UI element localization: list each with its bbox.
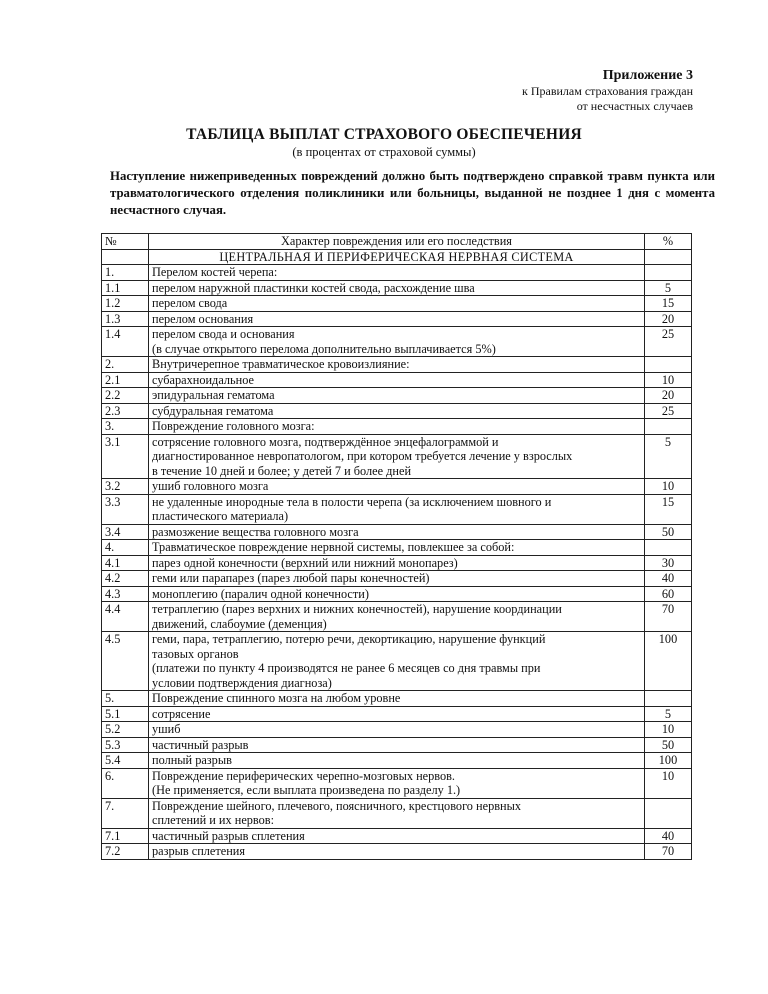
row-number: 3.3	[102, 494, 149, 524]
row-percent: 40	[645, 828, 692, 844]
header-description: Характер повреждения или его последствия	[149, 234, 645, 250]
row-number: 6.	[102, 768, 149, 798]
row-number: 2.	[102, 357, 149, 373]
row-percent: 15	[645, 296, 692, 312]
description-line: (в случае открытого перелома дополнительно выплачивается 5%)	[152, 341, 496, 356]
row-description	[149, 768, 645, 798]
table-row	[102, 524, 692, 540]
row-percent: 70	[645, 602, 692, 632]
document-title: ТАБЛИЦА ВЫПЛАТ СТРАХОВОГО ОБЕСПЕЧЕНИЯ	[186, 126, 582, 143]
description-line: тазовых органов	[152, 646, 239, 661]
row-percent: 25	[645, 327, 692, 357]
appendix-line-2: от несчастных случаев	[576, 99, 693, 113]
row-number: 5.4	[102, 753, 149, 769]
row-description	[149, 311, 645, 327]
row-description	[149, 494, 645, 524]
row-number: 4.3	[102, 586, 149, 602]
table-row	[102, 265, 692, 281]
intro-paragraph: Наступление нижеприведенных повреждений должно быть подтверждено справкой травм пункта или травматологического отделения поликлиники или больницы, выданной не позднее 1 дня с момента несчастного случая.	[110, 169, 715, 217]
row-description	[149, 357, 645, 373]
description-line: ушиб головного мозга	[152, 479, 269, 493]
row-number: 5.2	[102, 722, 149, 738]
header-number: №	[102, 234, 149, 250]
description-line: тетраплегию (парез верхних и нижних конечностей), нарушение координации	[152, 602, 562, 616]
table-row	[102, 571, 692, 587]
description-line: геми, пара, тетраплегию, потерю речи, декортикацию, нарушение функций	[152, 632, 546, 646]
table-row	[102, 722, 692, 738]
description-line: пластического материала)	[152, 509, 289, 523]
row-number: 3.4	[102, 524, 149, 540]
row-description	[149, 540, 645, 556]
description-line: частичный разрыв сплетения	[152, 828, 305, 843]
appendix-title: Приложение 3	[602, 68, 693, 83]
description-line: эпидуральная гематома	[152, 388, 275, 402]
row-number: 5.	[102, 691, 149, 707]
description-line: Травматическое повреждение нервной системы, повлекшее за собой:	[152, 540, 515, 554]
table-row	[102, 403, 692, 419]
table-header-row	[102, 234, 692, 250]
row-percent: 20	[645, 311, 692, 327]
description-line: Перелом костей черепа:	[152, 265, 278, 279]
row-number: 7.1	[102, 828, 149, 844]
description-line: частичный разрыв	[152, 737, 249, 752]
description-line: Повреждение шейного, плечевого, поясничного, крестцового нервных	[152, 798, 522, 813]
table-row	[102, 844, 692, 860]
row-percent: 10	[645, 768, 692, 798]
description-line: разрыв сплетения	[152, 844, 246, 858]
description-line: условии подтверждения диагноза)	[152, 675, 332, 690]
row-number: 4.1	[102, 555, 149, 571]
row-percent: 15	[645, 494, 692, 524]
description-line: в течение 10 дней и более; у детей 7 и более дней	[152, 463, 412, 478]
row-number: 5.3	[102, 737, 149, 753]
description-line: Повреждение периферических черепно-мозговых нервов.	[152, 768, 456, 783]
row-percent: 10	[645, 479, 692, 495]
row-description	[149, 586, 645, 602]
row-description	[149, 632, 645, 691]
row-description	[149, 602, 645, 632]
table-row	[102, 479, 692, 495]
row-percent: 25	[645, 403, 692, 419]
table-row	[102, 419, 692, 435]
description-line: полный разрыв	[152, 753, 232, 767]
row-percent: 20	[645, 388, 692, 404]
row-percent: 100	[645, 632, 692, 691]
description-line: субдуральная гематома	[152, 403, 274, 418]
row-number: 1.1	[102, 280, 149, 296]
row-number: 3.2	[102, 479, 149, 495]
table-row	[102, 372, 692, 388]
document-subtitle: (в процентах от страховой суммы)	[292, 145, 476, 159]
description-line: движений, слабоумие (деменция)	[152, 616, 327, 631]
row-description	[149, 419, 645, 435]
row-percent	[645, 419, 692, 435]
description-line: Внутричерепное травматическое кровоизлияние:	[152, 357, 410, 371]
row-description	[149, 828, 645, 844]
row-percent	[645, 265, 692, 281]
row-number: 2.3	[102, 403, 149, 419]
description-line: не удаленные инородные тела в полости черепа (за исключением шовного и	[152, 494, 552, 509]
table-row	[102, 494, 692, 524]
table-row	[102, 311, 692, 327]
payout-table	[101, 233, 692, 860]
table-row	[102, 586, 692, 602]
row-number: 4.5	[102, 632, 149, 691]
table-row	[102, 327, 692, 357]
row-percent: 50	[645, 737, 692, 753]
row-description	[149, 691, 645, 707]
row-number: 1.3	[102, 311, 149, 327]
row-description	[149, 737, 645, 753]
row-number: 7.2	[102, 844, 149, 860]
row-description	[149, 327, 645, 357]
section-row	[102, 249, 692, 265]
description-line: диагностированное невропатологом, при котором требуется лечение у взрослых	[152, 449, 573, 463]
row-description	[149, 524, 645, 540]
description-line: сплетений и их нервов:	[152, 813, 275, 827]
row-percent: 5	[645, 280, 692, 296]
row-description	[149, 706, 645, 722]
row-percent	[645, 798, 692, 828]
table-row	[102, 737, 692, 753]
row-description	[149, 571, 645, 587]
row-description	[149, 265, 645, 281]
row-description	[149, 798, 645, 828]
description-line: Повреждение спинного мозга на любом уровне	[152, 691, 401, 705]
row-number: 4.2	[102, 571, 149, 587]
row-number: 2.2	[102, 388, 149, 404]
table-row	[102, 768, 692, 798]
row-number: 2.1	[102, 372, 149, 388]
row-number: 3.1	[102, 434, 149, 479]
table-row	[102, 706, 692, 722]
description-line: парез одной конечности (верхний или нижний монопарез)	[152, 555, 458, 570]
row-percent: 60	[645, 586, 692, 602]
section-title: ЦЕНТРАЛЬНАЯ И ПЕРИФЕРИЧЕСКАЯ НЕРВНАЯ СИСТЕМА	[149, 249, 645, 265]
row-number: 3.	[102, 419, 149, 435]
row-percent	[645, 540, 692, 556]
description-line: ушиб	[152, 722, 181, 736]
table-row	[102, 434, 692, 479]
row-description	[149, 753, 645, 769]
row-percent	[645, 357, 692, 373]
row-percent: 70	[645, 844, 692, 860]
table-row	[102, 632, 692, 691]
table-row	[102, 280, 692, 296]
section-percent-cell	[645, 249, 692, 265]
row-description	[149, 372, 645, 388]
row-number: 5.1	[102, 706, 149, 722]
description-line: перелом основания	[152, 311, 254, 326]
row-description	[149, 280, 645, 296]
row-percent: 5	[645, 706, 692, 722]
description-line: (платежи по пункту 4 производятся не ранее 6 месяцев со дня травмы при	[152, 661, 541, 675]
table-row	[102, 828, 692, 844]
description-line: сотрясение головного мозга, подтверждённое энцефалограммой и	[152, 434, 499, 449]
row-percent: 10	[645, 722, 692, 738]
row-number: 1.	[102, 265, 149, 281]
table-row	[102, 540, 692, 556]
table-row	[102, 691, 692, 707]
row-percent: 40	[645, 571, 692, 587]
row-description	[149, 722, 645, 738]
table-row	[102, 753, 692, 769]
table-row	[102, 602, 692, 632]
row-description	[149, 403, 645, 419]
description-line: Повреждение головного мозга:	[152, 419, 315, 433]
row-number: 4.	[102, 540, 149, 556]
row-percent: 5	[645, 434, 692, 479]
table-row	[102, 555, 692, 571]
description-line: перелом свода	[152, 296, 228, 310]
section-number-cell	[102, 249, 149, 265]
appendix-line-1: к Правилам страхования граждан	[522, 84, 693, 98]
row-percent: 50	[645, 524, 692, 540]
description-line: сотрясение	[152, 706, 211, 721]
description-line: моноплегию (паралич одной конечности)	[152, 586, 369, 601]
row-description	[149, 555, 645, 571]
row-percent	[645, 691, 692, 707]
row-description	[149, 479, 645, 495]
table-row	[102, 388, 692, 404]
appendix-header	[522, 68, 693, 114]
row-number: 1.2	[102, 296, 149, 312]
description-line: перелом наружной пластинки костей свода, расхождение шва	[152, 280, 475, 295]
description-line: геми или парапарез (парез любой пары конечностей)	[152, 571, 430, 585]
header-percent: %	[645, 234, 692, 250]
row-description	[149, 296, 645, 312]
row-percent: 10	[645, 372, 692, 388]
table-row	[102, 296, 692, 312]
description-line: (Не применяется, если выплата произведена по разделу 1.)	[152, 783, 461, 797]
row-description	[149, 434, 645, 479]
row-number: 4.4	[102, 602, 149, 632]
table-row	[102, 357, 692, 373]
description-line: субарахноидальное	[152, 372, 254, 387]
description-line: размозжение вещества головного мозга	[152, 524, 359, 539]
description-line: перелом свода и основания	[152, 327, 295, 341]
row-description	[149, 388, 645, 404]
row-percent: 100	[645, 753, 692, 769]
row-description	[149, 844, 645, 860]
row-number: 1.4	[102, 327, 149, 357]
row-percent: 30	[645, 555, 692, 571]
table-row	[102, 798, 692, 828]
table-body	[102, 249, 692, 859]
row-number: 7.	[102, 798, 149, 828]
